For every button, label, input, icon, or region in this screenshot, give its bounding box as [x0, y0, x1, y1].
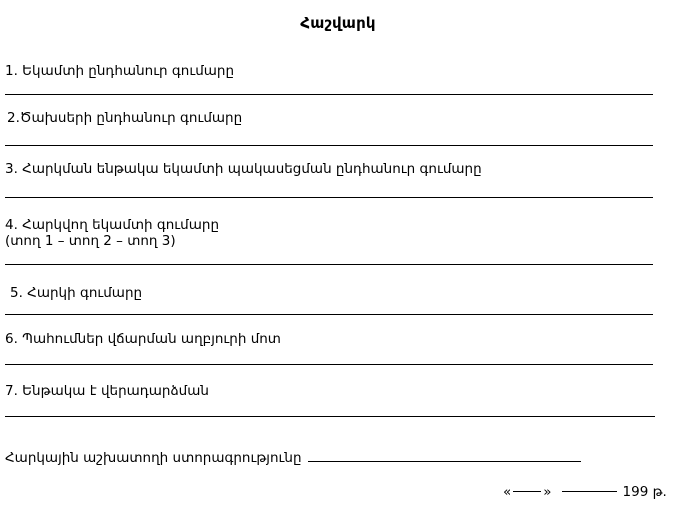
date-month-fill-line	[562, 491, 617, 492]
fill-line-4	[5, 264, 653, 265]
date-open-quote: «	[503, 484, 512, 500]
form-item-1-label: 1. Եկամտի ընդհանուր գումարը	[5, 63, 235, 79]
page-title: Հաշվարկ	[300, 14, 376, 32]
form-item-5-label: 5. Հարկի գումարը	[10, 285, 143, 301]
date-row	[503, 484, 667, 500]
form-item-2-label: 2.Ծախսերի ընդհանուր գումարը	[7, 110, 243, 126]
fill-line-6	[5, 364, 653, 365]
form-item-7-label: 7. Ենթակա է վերադարձման	[5, 383, 209, 399]
fill-line-7	[5, 416, 655, 417]
date-year-label: 199 թ.	[622, 484, 667, 500]
signature-fill-line	[308, 449, 581, 462]
signature-row	[5, 449, 581, 466]
form-item-4-note: (տող 1 – տող 2 – տող 3)	[5, 232, 176, 249]
form-item-3-label: 3. Հարկման ենթակա եկամտի պակասեցման ընդհանուր գումարը	[5, 161, 482, 177]
fill-line-3	[5, 197, 653, 198]
date-close-quote: »	[543, 484, 552, 500]
form-item-4-text: 4. Հարկվող եկամտի գումարը	[5, 217, 219, 233]
date-day-fill-line	[513, 491, 541, 492]
fill-line-2	[5, 145, 653, 146]
form-item-6-label: 6. Պահումներ վճարման աղբյուրի մոտ	[5, 331, 281, 347]
fill-line-1	[5, 94, 653, 95]
fill-line-5	[5, 314, 653, 315]
form-item-4-label	[5, 218, 219, 249]
signature-label: Հարկային աշխատողի ստորագրությունը	[5, 450, 302, 466]
